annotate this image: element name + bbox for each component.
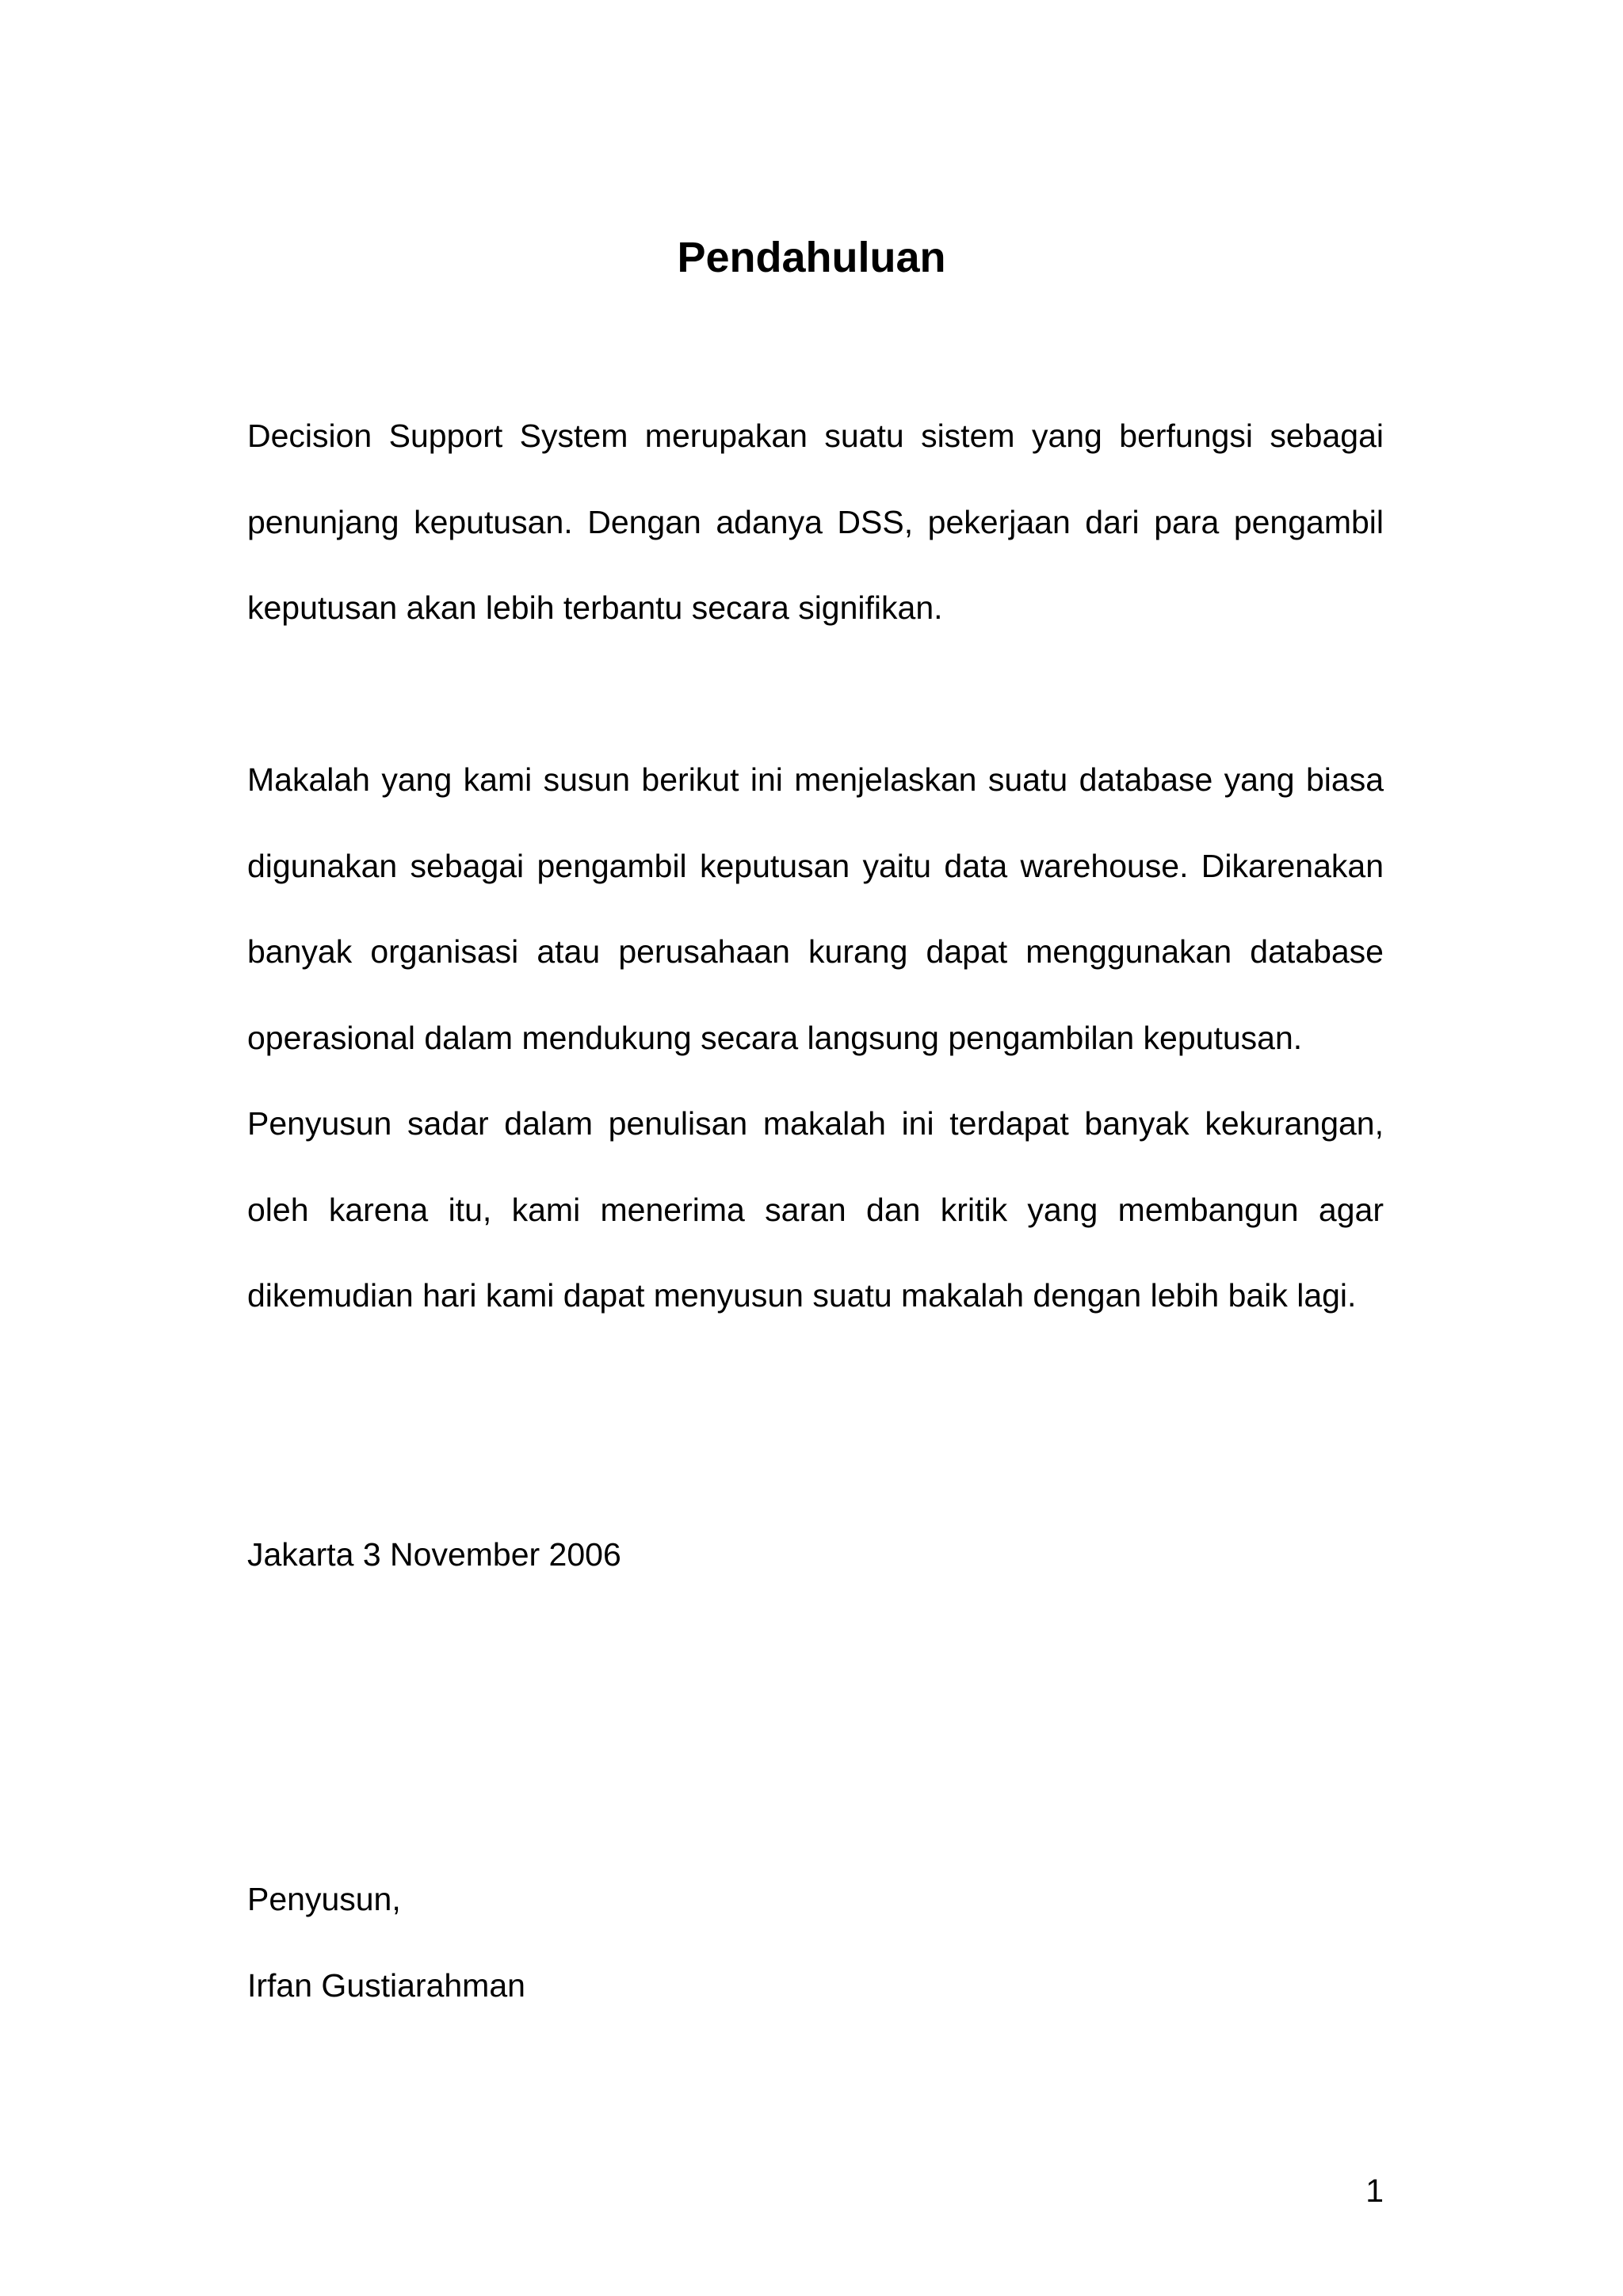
paragraph-intro: Decision Support System merupakan suatu sistem yang berfungsi sebagai penunjang keputusan. Dengan adanya DSS, pekerjaan dari para pengambil keputusan akan lebih terbantu secara signifikan.: [247, 418, 1384, 626]
paragraph-closing: Penyusun sadar dalam penulisan makalah ini terdapat banyak kekurangan, oleh karena itu, kami menerima saran dan kritik yang membangun agar dikemudian hari kami dapat menyusun suatu makalah dengan lebih baik lagi.: [247, 1105, 1384, 1314]
author-name: Irfan Gustiarahman: [247, 1967, 525, 2004]
signature-label: Penyusun,: [247, 1881, 401, 1917]
paragraph-purpose: Makalah yang kami susun berikut ini menjelaskan suatu database yang biasa digunakan sebagai pengambil keputusan yaitu data warehouse. Dikarenakan banyak organisasi atau perusahaan kurang dapat menggunakan database operasional dalam mendukung secara langsung pengambilan keputusan.: [247, 761, 1384, 1056]
place-date: Jakarta 3 November 2006: [247, 1536, 621, 1573]
page-title: Pendahuluan: [677, 234, 946, 281]
page-number: 1: [1365, 2172, 1384, 2209]
